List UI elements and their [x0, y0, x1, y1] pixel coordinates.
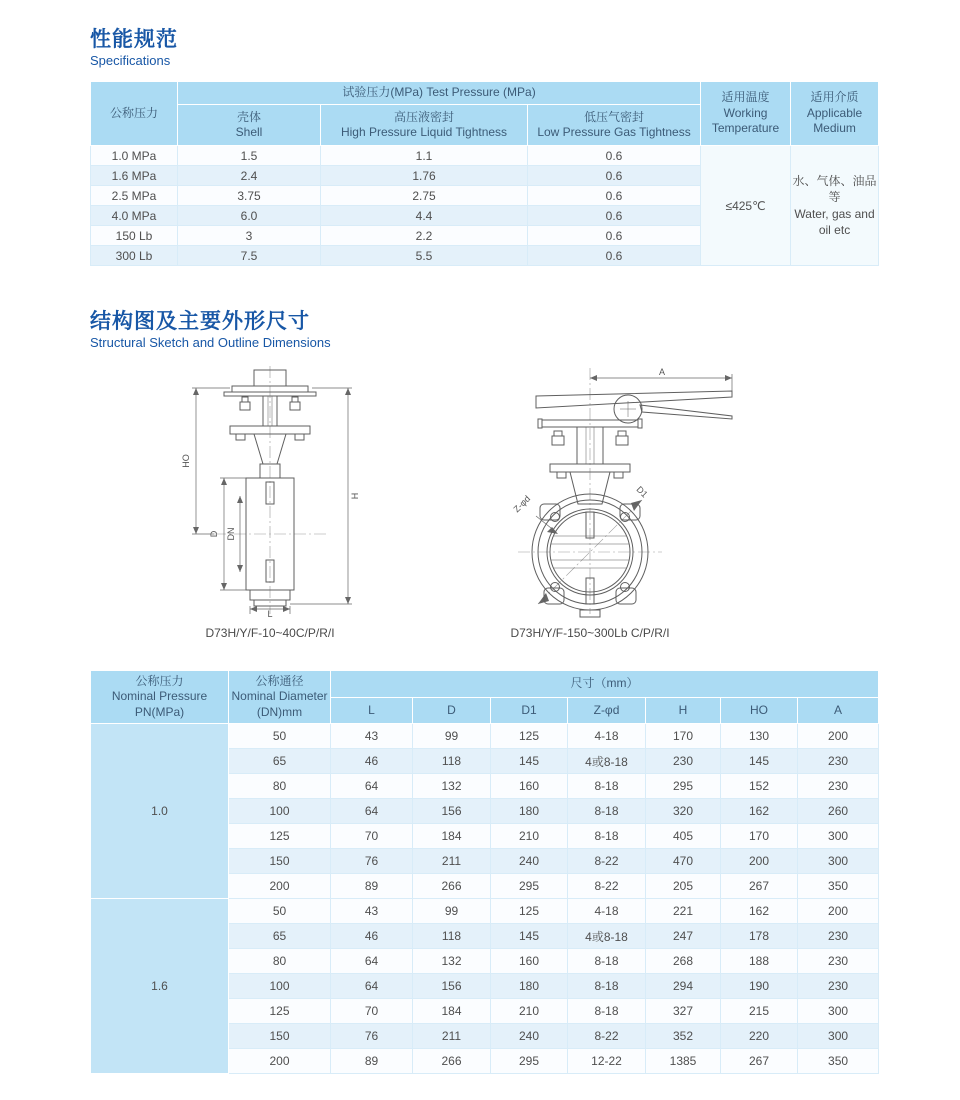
col-header-HO: HO	[721, 698, 798, 724]
dn-cell: 125	[229, 999, 331, 1024]
dim-cell: 132	[413, 774, 491, 799]
dim-cell: 211	[413, 849, 491, 874]
low-pressure-cell: 0.6	[528, 146, 701, 166]
high-pressure-cell: 1.76	[321, 166, 528, 186]
pressure-cell: 2.5 MPa	[91, 186, 178, 206]
dn-cell: 100	[229, 974, 331, 999]
dim-cell: 89	[331, 874, 413, 899]
shell-cell: 6.0	[178, 206, 321, 226]
dim-label-h: H	[350, 493, 360, 500]
high-pressure-cell: 4.4	[321, 206, 528, 226]
dim-cell: 300	[798, 824, 879, 849]
pn-cell: 1.6	[91, 899, 229, 1074]
dim-cell: 205	[646, 874, 721, 899]
dim-cell: 178	[721, 924, 798, 949]
dim-cell: 170	[646, 724, 721, 749]
dim-cell: 46	[331, 924, 413, 949]
col-header-D1: D1	[491, 698, 568, 724]
dim-label-z-phi-d: Z-φd	[511, 493, 533, 515]
temp-header-en: Working Temperature	[711, 105, 780, 136]
dim-cell: 70	[331, 999, 413, 1024]
dim-cell: 64	[331, 974, 413, 999]
dim-cell: 180	[491, 799, 568, 824]
high-header-zh: 高压液密封	[393, 109, 454, 124]
shell-cell: 3	[178, 226, 321, 246]
struct-section-title-en: Structural Sketch and Outline Dimensions	[90, 335, 331, 351]
dim-cell: 320	[646, 799, 721, 824]
spec-table	[90, 81, 879, 266]
specifications-section	[90, 28, 878, 266]
dim-cell: 266	[413, 874, 491, 899]
structure-section	[90, 310, 878, 1074]
dim-cell: 327	[646, 999, 721, 1024]
dim-cell: 8-22	[568, 849, 646, 874]
dim-cell: 70	[331, 824, 413, 849]
dim-cell: 260	[798, 799, 879, 824]
dim-cell: 180	[491, 974, 568, 999]
dim-cell: 43	[331, 899, 413, 924]
dim-cell: 405	[646, 824, 721, 849]
dim-cell: 8-22	[568, 1024, 646, 1049]
left-drawing-caption: D73H/Y/F-10~40C/P/R/I	[205, 626, 335, 641]
dim-label-dn: DN	[226, 527, 236, 541]
shell-cell: 1.5	[178, 146, 321, 166]
dim-cell: 145	[491, 924, 568, 949]
dim-cell: 99	[413, 724, 491, 749]
dim-cell: 162	[721, 899, 798, 924]
valve-front-view-figure	[440, 364, 740, 640]
col-header-applicable-medium	[791, 82, 879, 146]
pressure-cell: 1.6 MPa	[91, 166, 178, 186]
dn-header-zh: 公称通径	[255, 673, 304, 688]
dim-cell: 162	[721, 799, 798, 824]
dim-cell: 76	[331, 1024, 413, 1049]
dim-cell: 210	[491, 999, 568, 1024]
col-header-dn	[229, 671, 331, 724]
dn-cell: 80	[229, 774, 331, 799]
dn-cell: 100	[229, 799, 331, 824]
dim-cell: 230	[798, 774, 879, 799]
spec-section-title-en: Specifications	[90, 53, 171, 69]
low-header-en: Low Pressure Gas Tightness	[537, 125, 691, 140]
spec-table-header	[91, 82, 879, 146]
dim-cell: 300	[798, 1024, 879, 1049]
high-pressure-cell: 1.1	[321, 146, 528, 166]
dim-cell: 211	[413, 1024, 491, 1049]
shell-header-en: Shell	[235, 125, 263, 140]
dim-label-d1: D1	[634, 484, 650, 500]
dim-cell: 295	[646, 774, 721, 799]
dim-label-ho: HO	[181, 454, 191, 469]
high-header-en: High Pressure Liquid Tightness	[340, 125, 508, 140]
dim-cell: 267	[721, 1049, 798, 1074]
dim-cell: 8-18	[568, 974, 646, 999]
right-drawing-caption: D73H/Y/F-150~300Lb C/P/R/I	[510, 626, 670, 641]
shell-cell: 3.75	[178, 186, 321, 206]
low-pressure-cell: 0.6	[528, 246, 701, 266]
dim-label-a: A	[658, 367, 666, 378]
dim-cell: 160	[491, 774, 568, 799]
dim-cell: 295	[491, 874, 568, 899]
dim-cell: 294	[646, 974, 721, 999]
low-pressure-cell: 0.6	[528, 226, 701, 246]
col-header-high-pressure	[321, 105, 528, 146]
dim-cell: 156	[413, 799, 491, 824]
dim-cell: 145	[491, 749, 568, 774]
dim-cell: 247	[646, 924, 721, 949]
dim-cell: 230	[798, 749, 879, 774]
dim-cell: 300	[798, 999, 879, 1024]
dimensions-table	[90, 670, 879, 1074]
dim-table-body	[91, 724, 879, 1074]
dim-cell: 132	[413, 949, 491, 974]
dim-cell: 184	[413, 824, 491, 849]
valve-side-view-drawing	[160, 364, 380, 618]
dim-cell: 118	[413, 924, 491, 949]
shell-cell: 2.4	[178, 166, 321, 186]
dim-cell: 76	[331, 849, 413, 874]
dn-header-en1: Nominal Diameter	[231, 689, 328, 704]
table-row	[91, 899, 879, 924]
dim-table-header	[91, 671, 879, 724]
col-header-shell	[178, 105, 321, 146]
dim-cell: 145	[721, 749, 798, 774]
dim-cell: 118	[413, 749, 491, 774]
low-pressure-cell: 0.6	[528, 206, 701, 226]
low-header-zh: 低压气密封	[584, 109, 645, 124]
dim-cell: 64	[331, 774, 413, 799]
dim-cell: 8-18	[568, 774, 646, 799]
pn-header-en2: PN(MPa)	[134, 705, 185, 720]
dim-cell: 152	[721, 774, 798, 799]
temperature-cell: ≤425℃	[701, 146, 791, 266]
dim-cell: 130	[721, 724, 798, 749]
col-header-A: A	[798, 698, 879, 724]
dim-cell: 266	[413, 1049, 491, 1074]
dim-cell: 8-18	[568, 799, 646, 824]
dim-cell: 4或8-18	[568, 749, 646, 774]
col-header-H: H	[646, 698, 721, 724]
drawings-row	[90, 364, 878, 640]
dn-cell: 65	[229, 749, 331, 774]
spec-section-title-zh: 性能规范	[90, 28, 178, 51]
dim-cell: 350	[798, 874, 879, 899]
dim-cell: 300	[798, 849, 879, 874]
medium-cell: 水、气体、油品等 Water, gas and oil etc	[791, 146, 879, 266]
dim-cell: 156	[413, 974, 491, 999]
dim-cell: 8-22	[568, 874, 646, 899]
dim-cell: 4-18	[568, 724, 646, 749]
dim-label-d: D	[209, 531, 219, 538]
dim-cell: 170	[721, 824, 798, 849]
dn-cell: 125	[229, 824, 331, 849]
dim-label-l: L	[267, 609, 273, 619]
medium-header-en: Applicable Medium	[806, 105, 863, 136]
dim-cell: 89	[331, 1049, 413, 1074]
pressure-cell: 300 Lb	[91, 246, 178, 266]
dn-header-en2: (DN)mm	[256, 705, 303, 720]
dim-cell: 200	[798, 899, 879, 924]
dim-cell: 350	[798, 1049, 879, 1074]
col-header-working-temperature	[701, 82, 791, 146]
dim-cell: 295	[491, 1049, 568, 1074]
dn-cell: 150	[229, 1024, 331, 1049]
dim-cell: 8-18	[568, 824, 646, 849]
dim-cell: 64	[331, 799, 413, 824]
dim-cell: 221	[646, 899, 721, 924]
table-row	[91, 146, 879, 166]
dim-cell: 99	[413, 899, 491, 924]
valve-side-view-figure	[160, 364, 380, 640]
dim-cell: 160	[491, 949, 568, 974]
dim-cell: 8-18	[568, 949, 646, 974]
dn-cell: 150	[229, 849, 331, 874]
high-pressure-cell: 2.75	[321, 186, 528, 206]
dim-cell: 200	[798, 724, 879, 749]
col-header-L: L	[331, 698, 413, 724]
dim-cell: 184	[413, 999, 491, 1024]
dim-cell: 188	[721, 949, 798, 974]
dim-cell: 230	[798, 924, 879, 949]
dn-cell: 80	[229, 949, 331, 974]
low-pressure-cell: 0.6	[528, 166, 701, 186]
pressure-cell: 1.0 MPa	[91, 146, 178, 166]
dim-cell: 190	[721, 974, 798, 999]
dim-cell: 240	[491, 849, 568, 874]
col-header-D: D	[413, 698, 491, 724]
shell-cell: 7.5	[178, 246, 321, 266]
pn-cell: 1.0	[91, 724, 229, 899]
col-header-Z-phi-d: Z-φd	[568, 698, 646, 724]
dim-cell: 12-22	[568, 1049, 646, 1074]
col-header-pn	[91, 671, 229, 724]
dim-cell: 268	[646, 949, 721, 974]
dim-cell: 64	[331, 949, 413, 974]
col-header-size: 尺寸（mm）	[331, 671, 879, 698]
pressure-cell: 4.0 MPa	[91, 206, 178, 226]
dn-cell: 200	[229, 874, 331, 899]
dim-cell: 352	[646, 1024, 721, 1049]
temp-header-zh: 适用温度	[721, 90, 770, 105]
pn-header-zh: 公称压力	[135, 673, 184, 688]
dim-cell: 220	[721, 1024, 798, 1049]
struct-section-title-zh: 结构图及主要外形尺寸	[90, 310, 310, 334]
col-header-test-pressure: 试验压力(MPa) Test Pressure (MPa)	[178, 82, 701, 105]
dim-cell: 215	[721, 999, 798, 1024]
dn-cell: 50	[229, 899, 331, 924]
dim-cell: 43	[331, 724, 413, 749]
high-pressure-cell: 2.2	[321, 226, 528, 246]
dim-cell: 210	[491, 824, 568, 849]
pressure-cell: 150 Lb	[91, 226, 178, 246]
dim-cell: 200	[721, 849, 798, 874]
dim-cell: 4或8-18	[568, 924, 646, 949]
high-pressure-cell: 5.5	[321, 246, 528, 266]
dim-cell: 230	[798, 974, 879, 999]
col-header-low-pressure	[528, 105, 701, 146]
col-header-nominal-pressure: 公称压力	[91, 82, 178, 146]
dim-cell: 267	[721, 874, 798, 899]
dim-cell: 240	[491, 1024, 568, 1049]
spec-table-body	[91, 146, 879, 266]
medium-header-zh: 适用介质	[810, 90, 859, 105]
dn-cell: 65	[229, 924, 331, 949]
dn-cell: 200	[229, 1049, 331, 1074]
dim-cell: 230	[646, 749, 721, 774]
dim-cell: 470	[646, 849, 721, 874]
shell-header-zh: 壳体	[236, 109, 261, 124]
dn-cell: 50	[229, 724, 331, 749]
dim-cell: 230	[798, 949, 879, 974]
dim-cell: 8-18	[568, 999, 646, 1024]
dim-cell: 1385	[646, 1049, 721, 1074]
dim-cell: 125	[491, 899, 568, 924]
low-pressure-cell: 0.6	[528, 186, 701, 206]
table-row	[91, 724, 879, 749]
pn-header-en1: Nominal Pressure	[111, 689, 208, 704]
dim-cell: 46	[331, 749, 413, 774]
dim-cell: 4-18	[568, 899, 646, 924]
dim-cell: 125	[491, 724, 568, 749]
valve-front-view-drawing	[440, 364, 740, 618]
